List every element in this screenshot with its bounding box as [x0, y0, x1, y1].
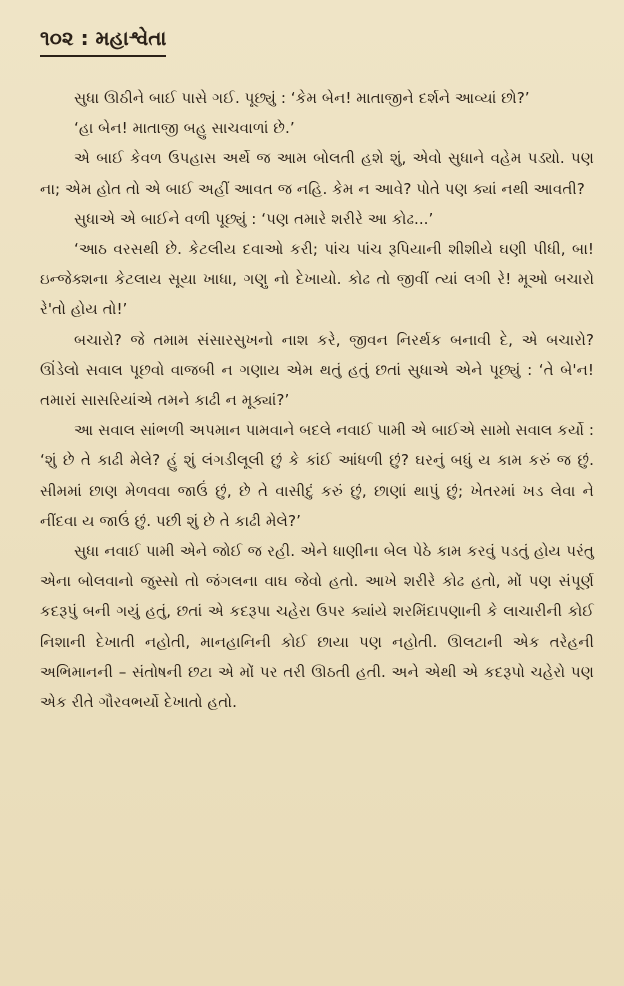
header-separator: :	[80, 26, 89, 50]
paragraph-7: આ સવાલ સાંભળી અપમાન પામવાને બદલે નવાઈ પામી એ બાઈએ સામો સવાલ કર્યો : ‘શું છે તે કાઢી મેલે? હું શું લંગડીલૂલી છું કે કાંઈ આંધળી છું? ઘરનું બધું ય કામ કરું જ છું. સીમમાં છાણ મેળવવા જાઉં છું, છે તે વાસીદું કરું છું, છાણાં થાપું છું; ખેતરમાં ખડ લેવા ને નીંદવા ય જાઉં છું. પછી શું છે તે કાઢી મેલે?’	[40, 421, 594, 530]
page-body	[40, 83, 594, 717]
paragraph-2: ‘હા બેન! માતાજી બહુ સાચવાળાં છે.’	[74, 119, 295, 138]
paragraph-3: એ બાઈ કેવળ ઉપહાસ અર્થે જ આમ બોલતી હશે શું, એવો સુધાને વહેમ પડ્યો. પણ ના; એમ હોત તો એ બાઈ અહીં આવત જ નહિ. કેમ ન આવે? પોતે પણ ક્યાં નથી આવતી?	[40, 149, 594, 198]
paragraph-8: સુધા નવાઈ પામી એને જોઈ જ રહી. એને ધાણીના બેલ પેઠે કામ કરવું પડતું હોય પરંતુ એના બોલવાનો જુસ્સો તો જંગલના વાઘ જેવો હતો. આખે શરીરે કોઢ હતો, મોં પણ સંપૂર્ણ કદરૂપું બની ગયું હતું, છતાં એ કદરૂપા ચહેરા ઉપર ક્યાંયે શરમિંદાપણાની કે લાચારીની કોઈ નિશાની દેખાતી નહોતી, માનહાનિની કોઈ છાયા પણ નહોતી. ઊલટાની એક તરેહની અભિમાનની – સંતોષની છટા એ મોં પર તરી ઊઠતી હતી. અને એથી એ કદરૂપો ચહેરો પણ એક રીતે ગૌરવભર્યો દેખાતો હતો.	[40, 542, 594, 712]
page-number: ૧૦૨	[40, 26, 74, 50]
paragraph-5: ‘આઠ વરસથી છે. કેટલીય દવાઓ કરી; પાંચ પાંચ રૂપિયાની શીશીયે ઘણી પીધી, બા! ઇન્જેક્શના કેટલાય સૂયા ખાધા, ગણુ નો દેખાયો. કોઢ તો જીવીં ત્યાં લગી રે! મૂઓ બચારો રે'તો હોય તો!’	[40, 240, 594, 319]
paragraph-1: સુધા ઊઠીને બાઈ પાસે ગઈ. પૂછ્યું : ‘કેમ બેન! માતાજીને દર્શને આવ્યાં છો?’	[74, 89, 530, 107]
paragraph-6: બચારો? જે તમામ સંસારસુખનો નાશ કરે, જીવન નિરર્થક બનાવી દે, એ બચારો? ઊંડેલો સવાલ પૂછવો વાજબી ન ગણાય એમ થતું હતું છતાં સુધાએ એને પૂછ્યું : ‘તે બે'ન! તમારાં સાસરિયાંએ તમને કાઢી ન મૂક્યાં?’	[40, 330, 594, 410]
book-title: મહાશ્વેતા	[95, 26, 167, 50]
paragraph-4: સુધાએ એ બાઈને વળી પૂછ્યું : ‘પણ તમારે શરીરે આ કોઢ...’	[74, 209, 434, 228]
running-header	[40, 26, 166, 57]
